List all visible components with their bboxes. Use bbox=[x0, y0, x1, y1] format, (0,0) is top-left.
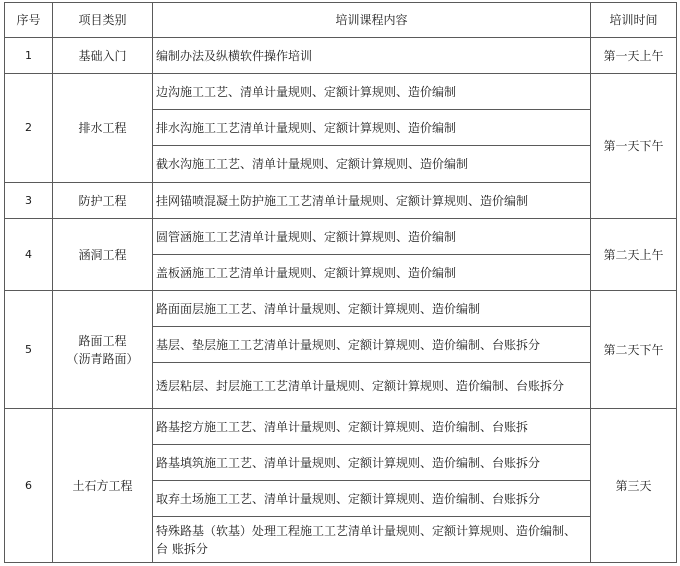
course-cell: 特殊路基（软基）处理工程施工工艺清单计量规则、定额计算规则、造价编制、台 账拆分 bbox=[153, 517, 591, 563]
table-row bbox=[5, 409, 677, 445]
table-row bbox=[5, 291, 677, 327]
time-cell: 第二天上午 bbox=[591, 219, 677, 291]
category-label: 路面工程 bbox=[78, 333, 127, 348]
table-row bbox=[5, 183, 677, 219]
category-cell: 基础入门 bbox=[53, 38, 153, 74]
course-cell: 盖板涵施工工艺清单计量规则、定额计算规则、造价编制 bbox=[153, 255, 591, 291]
training-schedule bbox=[4, 2, 677, 563]
course-cell: 取弃土场施工工艺、清单计量规则、定额计算规则、造价编制、台账拆分 bbox=[153, 481, 591, 517]
header-time: 培训时间 bbox=[591, 3, 677, 38]
course-cell: 基层、垫层施工工艺清单计量规则、定额计算规则、造价编制、台账拆分 bbox=[153, 327, 591, 363]
table-row bbox=[5, 74, 677, 110]
course-cell: 截水沟施工工艺、清单计量规则、定额计算规则、造价编制 bbox=[153, 146, 591, 183]
course-cell: 挂网锚喷混凝土防护施工工艺清单计量规则、定额计算规则、造价编制 bbox=[153, 183, 591, 219]
course-cell: 排水沟施工工艺清单计量规则、定额计算规则、造价编制 bbox=[153, 110, 591, 146]
header-row bbox=[5, 3, 677, 38]
course-cell: 圆管涵施工工艺清单计量规则、定额计算规则、造价编制 bbox=[153, 219, 591, 255]
course-cell: 边沟施工工艺、清单计量规则、定额计算规则、造价编制 bbox=[153, 74, 591, 110]
schedule-table bbox=[4, 2, 677, 563]
seq-cell: 4 bbox=[5, 219, 53, 291]
header-seq: 序号 bbox=[5, 3, 53, 38]
seq-cell: 3 bbox=[5, 183, 53, 219]
category-cell: 涵洞工程 bbox=[53, 219, 153, 291]
category-cell: 土石方工程 bbox=[53, 409, 153, 563]
time-cell: 第一天上午 bbox=[591, 38, 677, 74]
course-cell: 透层粘层、封层施工工艺清单计量规则、定额计算规则、造价编制、台账拆分 bbox=[153, 363, 591, 409]
category-cell: 防护工程 bbox=[53, 183, 153, 219]
table-row bbox=[5, 219, 677, 255]
time-cell: 第一天下午 bbox=[591, 74, 677, 219]
header-category: 项目类别 bbox=[53, 3, 153, 38]
course-cell: 编制办法及纵横软件操作培训 bbox=[153, 38, 591, 74]
category-cell bbox=[53, 291, 153, 409]
seq-cell: 1 bbox=[5, 38, 53, 74]
category-cell: 排水工程 bbox=[53, 74, 153, 183]
category-sublabel: （沥青路面） bbox=[66, 351, 139, 366]
time-cell: 第二天下午 bbox=[591, 291, 677, 409]
time-cell: 第三天 bbox=[591, 409, 677, 563]
seq-cell: 6 bbox=[5, 409, 53, 563]
table-row bbox=[5, 38, 677, 74]
course-cell: 路面面层施工工艺、清单计量规则、定额计算规则、造价编制 bbox=[153, 291, 591, 327]
seq-cell: 5 bbox=[5, 291, 53, 409]
course-cell: 路基填筑施工工艺、清单计量规则、定额计算规则、造价编制、台账拆分 bbox=[153, 445, 591, 481]
seq-cell: 2 bbox=[5, 74, 53, 183]
course-cell: 路基挖方施工工艺、清单计量规则、定额计算规则、造价编制、台账拆 bbox=[153, 409, 591, 445]
header-content: 培训课程内容 bbox=[153, 3, 591, 38]
